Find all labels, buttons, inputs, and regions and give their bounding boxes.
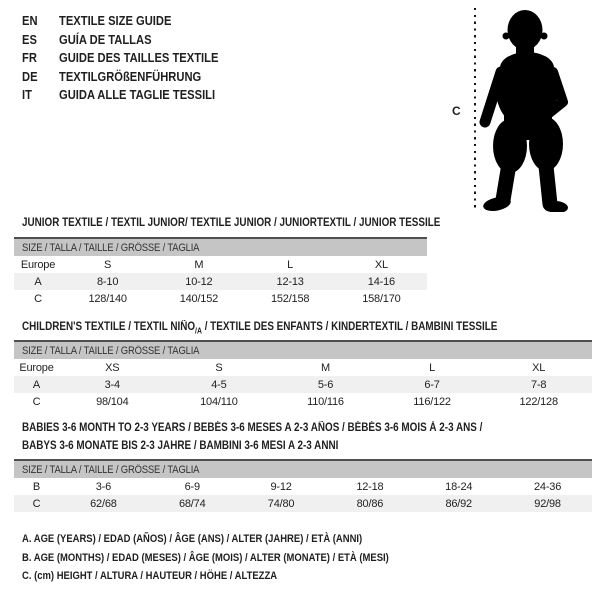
language-code: ES	[22, 31, 37, 47]
table-row-c	[14, 393, 592, 410]
cell-value: 18-24	[445, 480, 473, 493]
cell-value: 4-5	[166, 376, 273, 393]
cell-value: 7-8	[485, 376, 592, 393]
cell-value: 10-12	[153, 273, 244, 290]
cell-value: 122/128	[519, 395, 558, 408]
size-header-bar	[14, 341, 592, 359]
cell-value: 158/170	[362, 292, 401, 305]
column-header-row	[14, 256, 427, 273]
cell-value: 74/80	[237, 495, 326, 512]
size-header-bar	[14, 460, 592, 478]
size-column: S	[104, 258, 112, 271]
language-guide-title: TEXTILE SIZE GUIDE	[59, 13, 172, 28]
babies-table-title	[22, 420, 482, 455]
language-guide-title: GUIDE DES TAILLES TEXTILE	[59, 50, 219, 66]
cell-value: 104/110	[200, 395, 238, 408]
size-column: S	[215, 361, 223, 374]
measurement-legend	[22, 530, 449, 586]
language-title-list	[22, 12, 244, 105]
cell-value: 12-18	[356, 480, 384, 493]
row-label: A	[14, 273, 62, 290]
language-guide-title: GUIDA ALLE TAGLIE TESSILI	[59, 87, 216, 103]
cell-value: 5-6	[272, 376, 379, 393]
cell-value: 3-6	[95, 480, 112, 493]
baby-silhouette-icon	[476, 6, 597, 212]
size-header-label: SIZE / TALLA / TAILLE / GRÖSSE / TAGLIA	[22, 463, 200, 476]
cell-value: 6-7	[379, 376, 486, 393]
cell-value: 128/140	[88, 292, 127, 305]
language-row-es	[22, 31, 244, 50]
cell-value: 62/68	[59, 495, 148, 512]
babies-title-line1: BABIES 3-6 MONTH TO 2-3 YEARS / BEBÉS 3-6 MESES A 2-3 AÑOS / BÉBÉS 3-6 MOIS À 2-3 ANS /	[22, 422, 483, 434]
height-measure-label: C	[452, 104, 461, 118]
row-label: B	[32, 480, 41, 493]
table-row-c	[14, 495, 592, 512]
babies-size-table	[14, 459, 592, 512]
language-code: DE	[22, 68, 38, 84]
junior-table-title: JUNIOR TEXTILE / TEXTIL JUNIOR/ TEXTILE JUNIOR / JUNIORTEXTIL / JUNIOR TESSILE	[22, 217, 441, 229]
cell-value: 6-9	[184, 480, 200, 493]
cell-value: 8-10	[62, 273, 153, 290]
children-table-title: CHILDREN'S TEXTILE / TEXTIL $NIÑO_{/A}$ / TEXTILE DES ENFANTS / KINDERTEXTIL / BAMBINI TESSILE	[22, 321, 498, 336]
language-code: IT	[22, 87, 32, 103]
table-row-b	[14, 478, 592, 495]
language-code: EN	[22, 13, 38, 28]
column-header-row	[14, 359, 592, 376]
size-header-label: SIZE / TALLA / TAILLE / GRÖSSE / TAGLIA	[22, 241, 200, 254]
language-code: FR	[22, 50, 37, 66]
size-header-bar	[14, 238, 427, 256]
title-subscript: /A	[195, 326, 202, 336]
language-guide-title: GUÍA DE TALLAS	[59, 31, 152, 47]
cell-value: 152/158	[270, 292, 310, 305]
size-header-label: SIZE / TALLA / TAILLE / GRÖSSE / TAGLIA	[22, 344, 200, 357]
language-row-en	[22, 12, 244, 31]
cell-value: 9-12	[270, 480, 292, 493]
cell-value: 80/86	[325, 495, 414, 512]
legend-line-b: B. AGE (MONTHS) / EDAD (MESES) / ÂGE (MOIS) / ALTER (MONATE) / ETÀ (MESI)	[22, 551, 389, 564]
language-guide-title: TEXTILGRÖßENFÜHRUNG	[59, 68, 202, 84]
cell-value: 116/122	[413, 395, 451, 408]
junior-size-table	[14, 237, 427, 307]
size-column: L	[287, 258, 294, 271]
legend-line-c: C. (cm) HEIGHT / ALTURA / HAUTEUR / HÖHE / ALTEZZA	[22, 570, 278, 583]
cell-value: 24-36	[534, 480, 562, 493]
language-row-fr	[22, 49, 244, 68]
babies-title-line2: BABYS 3-6 MONATE BIS 2-3 JAHRE / BAMBINI 3-6 MESI A 2-3 ANNI	[22, 439, 339, 452]
table-row-a	[14, 273, 427, 290]
size-column: XS	[105, 361, 120, 374]
legend-line-a: A. AGE (YEARS) / EDAD (AÑOS) / ÂGE (ANS) / ALTER (JAHRE) / ETÀ (ANNI)	[22, 533, 363, 545]
size-column: L	[429, 361, 436, 374]
size-column: XL	[532, 361, 546, 374]
cell-value: 12-13	[245, 273, 336, 290]
region-label: Europe	[20, 258, 56, 271]
row-label: A	[14, 376, 59, 393]
size-column: M	[321, 361, 330, 374]
children-size-table	[14, 340, 592, 410]
cell-value: 68/74	[148, 495, 237, 512]
row-label: C	[32, 395, 41, 408]
region-label: Europe	[19, 361, 54, 374]
cell-value: 98/104	[96, 395, 129, 408]
cell-value: 110/116	[307, 395, 344, 408]
table-row-c	[14, 290, 427, 307]
language-row-de	[22, 68, 244, 87]
cell-value: 86/92	[414, 495, 503, 512]
row-label: C	[14, 495, 59, 512]
cell-value: 92/98	[503, 495, 592, 512]
size-column: XL	[374, 258, 388, 271]
row-label: C	[34, 292, 42, 305]
cell-value: 140/152	[179, 292, 219, 305]
size-column: M	[194, 258, 204, 271]
language-row-it	[22, 86, 244, 105]
table-row-a	[14, 376, 592, 393]
cell-value: 14-16	[336, 273, 427, 290]
cell-value: 3-4	[59, 376, 166, 393]
